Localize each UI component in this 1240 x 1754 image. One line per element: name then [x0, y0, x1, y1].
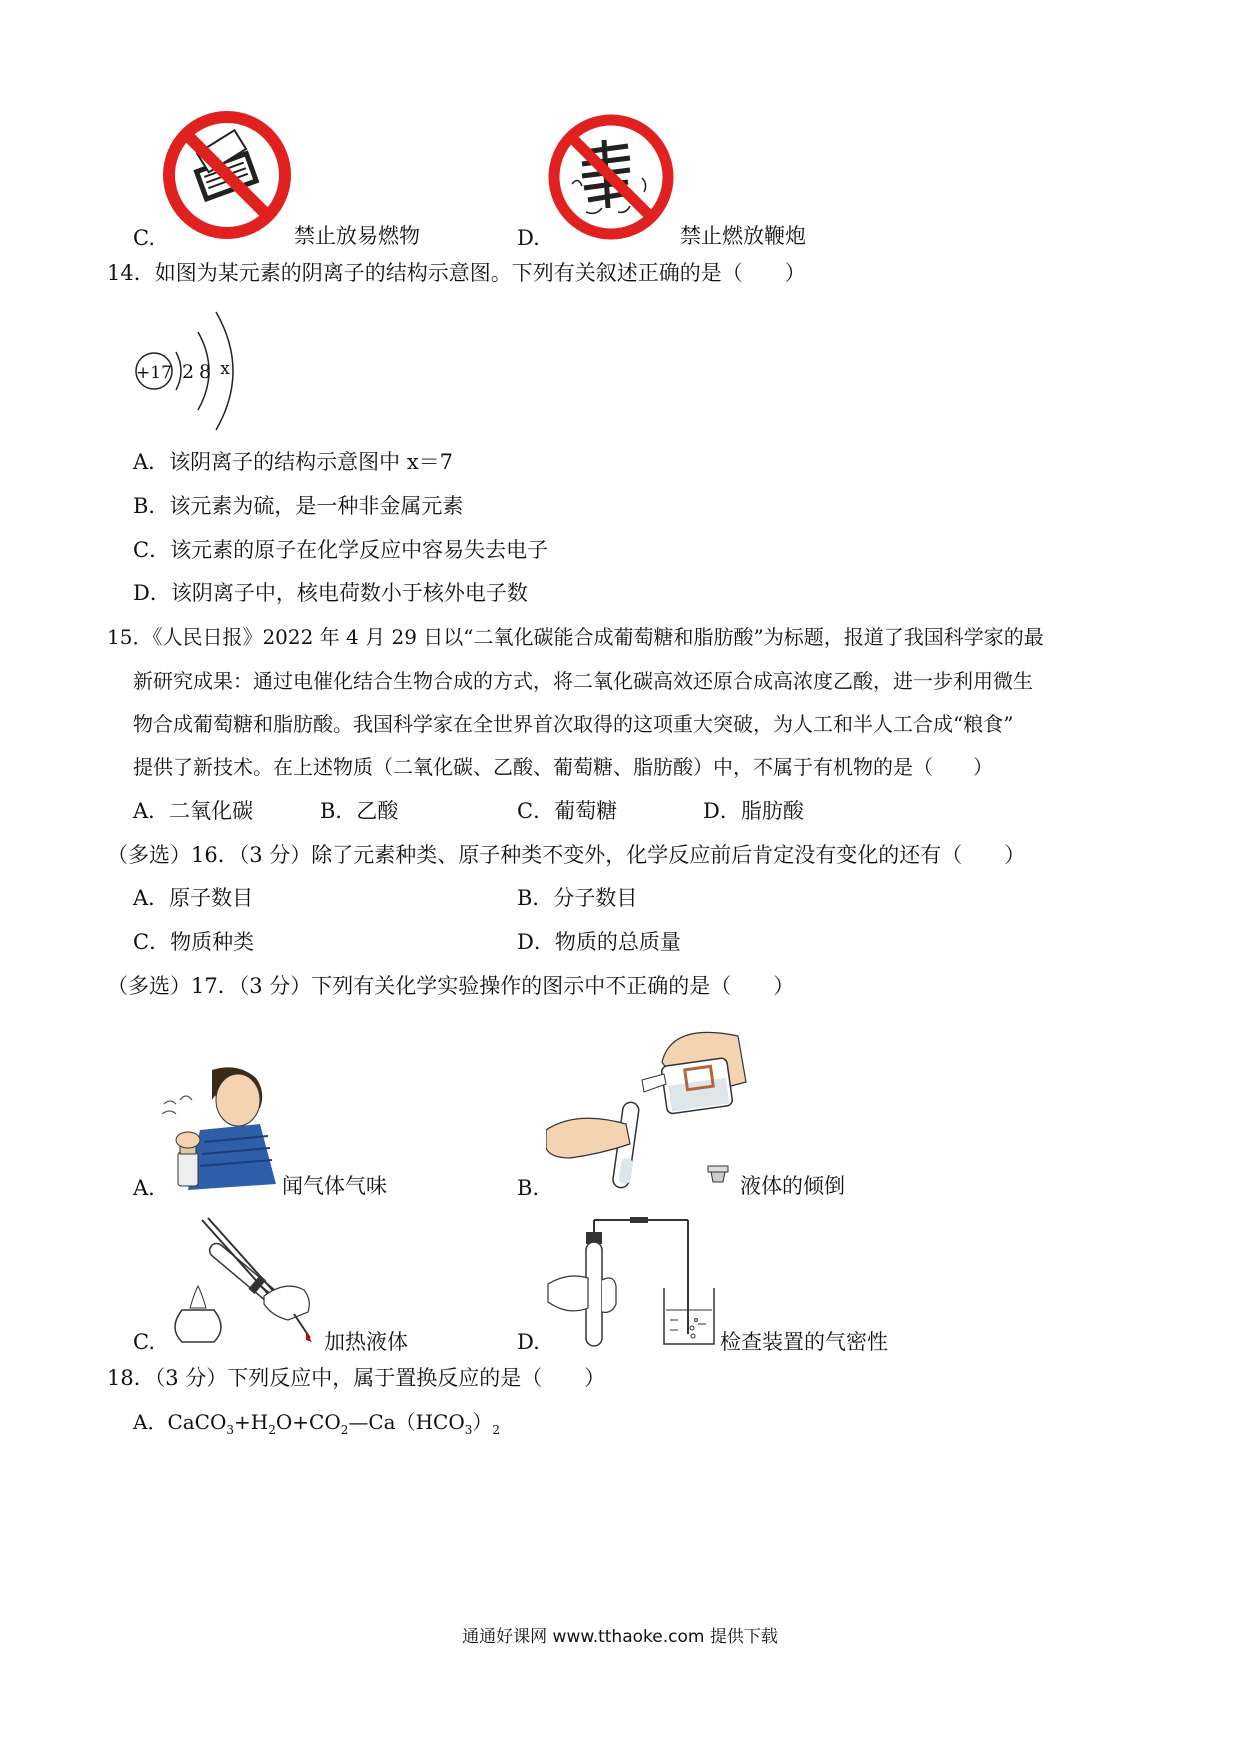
q17-stem: （多选）17．（3 分）下列有关化学实验操作的图示中不正确的是（ ）: [107, 974, 795, 998]
q18-stem: 18．（3 分）下列反应中，属于置换反应的是（ ）: [107, 1366, 606, 1390]
q18-option-a: A．$CaCO_3+H_2O+CO_2—Ca(HCO_3)_2$: [133, 1410, 501, 1437]
q15-option-b: B．乙酸: [320, 799, 399, 823]
q16-option-c: C．物质种类: [133, 930, 255, 954]
q14-stem: 14．如图为某元素的阴离子的结构示意图。下列有关叙述正确的是（ ）: [107, 261, 806, 285]
shell-2-electrons: 8: [198, 361, 212, 383]
q17-option-b-caption: 液体的倾倒: [740, 1174, 845, 1198]
q16-option-d: D．物质的总质量: [517, 930, 681, 954]
q15-option-d: D．脂肪酸: [703, 799, 804, 823]
nucleus-charge: +17: [136, 363, 172, 383]
q15-line-1: 15．《人民日报》2022 年 4 月 29 日以“二氧化碳能合成葡萄糖和脂肪酸”为标题，报道了我国科学家的最: [107, 625, 1044, 649]
airtightness-check-illustration: [546, 1214, 718, 1348]
q17-option-b-letter: B.: [517, 1176, 540, 1200]
q15-option-c: C．葡萄糖: [517, 799, 618, 823]
q13-option-c-caption: 禁止放易燃物: [294, 224, 420, 248]
shell-3-electrons: x: [220, 359, 230, 379]
q13-option-d-caption: 禁止燃放鞭炮: [680, 224, 806, 248]
atomic-structure-diagram: [128, 296, 268, 438]
footer-download-note: 通通好课网 www.tthaoke.com 提供下载: [462, 1627, 778, 1647]
q17-option-c-letter: C.: [133, 1330, 155, 1354]
q15-line-3: 物合成葡萄糖和脂肪酸。我国科学家在全世界首次取得的这项重大突破，为人工和半人工合成“粮食”: [133, 712, 1014, 736]
q17-option-d-letter: D.: [517, 1330, 540, 1354]
shell-1-electrons: 2: [181, 361, 195, 383]
q16-option-a: A．原子数目: [133, 886, 254, 910]
q14-option-d: D．该阴离子中，核电荷数小于核外电子数: [133, 581, 528, 605]
q14-option-b: B．该元素为硫，是一种非金属元素: [133, 494, 464, 518]
q15-line-2: 新研究成果：通过电催化结合生物合成的方式，将二氧化碳高效还原合成高浓度乙酸，进一步利用微生: [133, 669, 1033, 693]
q15-option-a: A．二氧化碳: [133, 799, 254, 823]
no-flammables-sign-icon: [160, 108, 294, 242]
smelling-gas-illustration: [156, 1060, 280, 1194]
q16-option-b: B．分子数目: [517, 886, 638, 910]
q17-option-d-caption: 检查装置的气密性: [720, 1330, 888, 1354]
q14-option-c: C．该元素的原子在化学反应中容易失去电子: [133, 538, 549, 562]
q17-option-a-letter: A.: [133, 1176, 155, 1200]
q13-option-c-letter: C.: [133, 226, 155, 250]
q17-option-c-caption: 加热液体: [324, 1330, 408, 1354]
pouring-liquid-illustration: [546, 1018, 752, 1194]
q17-option-a-caption: 闻气体气味: [282, 1174, 387, 1198]
q14-option-a: A．该阴离子的结构示意图中 x＝7: [133, 450, 454, 474]
heating-liquid-illustration: [160, 1214, 328, 1348]
q15-line-4: 提供了新技术。在上述物质（二氧化碳、乙酸、葡萄糖、脂肪酸）中，不属于有机物的是（ ）: [133, 755, 993, 779]
q13-option-d-letter: D.: [517, 226, 540, 250]
q16-stem: （多选）16．（3 分）除了元素种类、原子种类不变外，化学反应前后肯定没有变化的还有（ ）: [107, 843, 1026, 867]
no-firecrackers-sign-icon: [546, 112, 676, 242]
